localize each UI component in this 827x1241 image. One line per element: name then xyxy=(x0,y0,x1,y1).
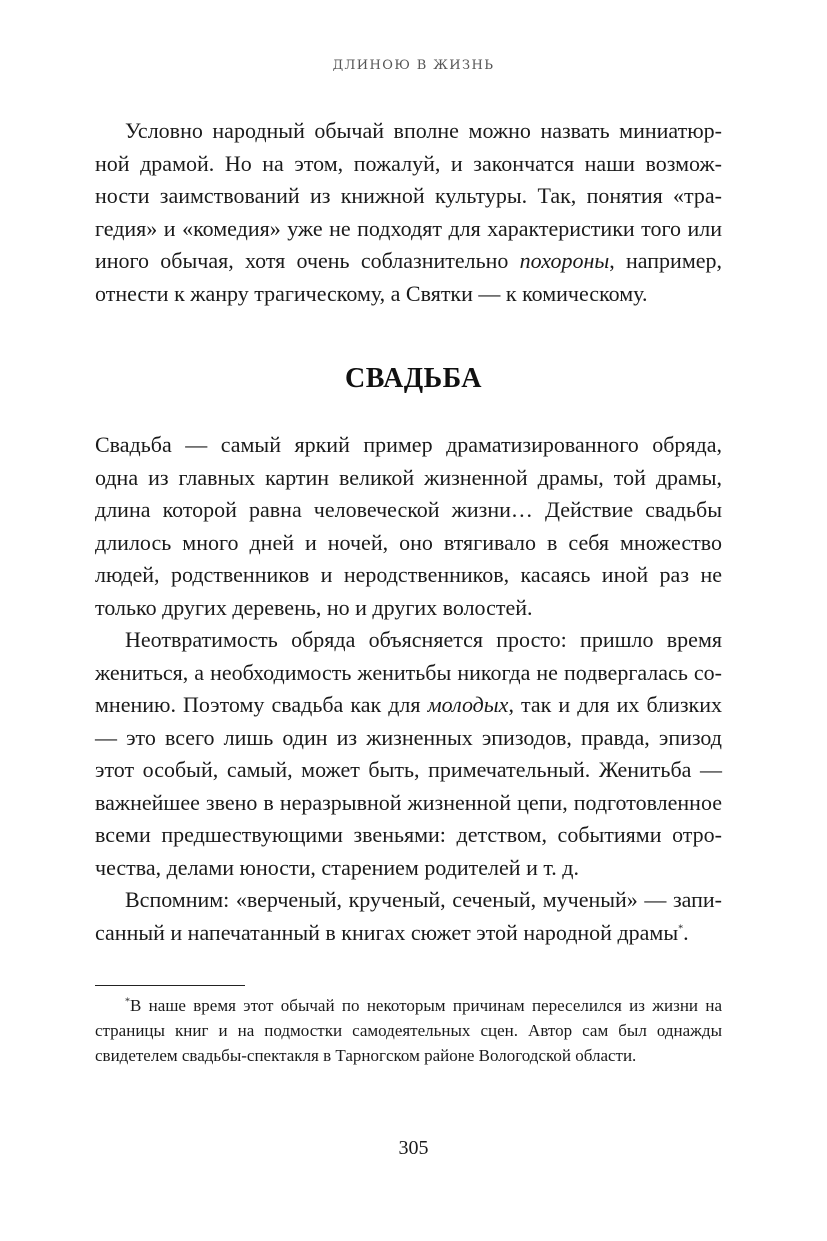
footnote-divider xyxy=(95,985,245,986)
paragraph-2-part-2: , так и для их близких — это всего лишь один из жизненных эпизодов, правда, эпизод этот особый, самый, может быть, примечательный. Женитьба — важнейшее звено в неразрывной жизненной цепи, подготовленное всеми предшествующими звеньями: детством, событиями отрочества, делами юности, старением родителей и т. д. xyxy=(95,692,722,880)
footnote-mark: * xyxy=(125,996,130,1008)
paragraph-1: Свадьба — самый яркий пример драматизированного обряда, одна из главных картин великой жизненной драмы, той драмы, длина которой равна человеческой жизни… Действие свадьбы длилось много дней и ночей, оно втягивало в себя множество людей, родственников и неродственников, касаясь иной раз не только других деревень, но и других волостей. xyxy=(95,432,722,620)
paragraph-3-period: . xyxy=(683,919,689,945)
intro-italic-word: похороны xyxy=(519,248,610,273)
intro-text xyxy=(95,115,722,310)
intro-paragraph xyxy=(95,115,722,310)
section-heading: СВАДЬБА xyxy=(345,363,482,394)
page-number: 305 xyxy=(398,1137,429,1159)
section-body xyxy=(95,429,722,949)
intro-text-part-1: Условно народный обычай вполне можно назвать миниатюрной драмой. Но на этом, пожалуй, и закончатся наши возможности заимствований из книжной культуры. Так, понятия «трагедия» и «комедия» уже не подходят для характеристики того или иного обычая, хотя очень соблазнительно xyxy=(95,118,722,273)
footnote xyxy=(95,993,722,1068)
paragraph-3-text: Вспомним: «верченый, крученый, сеченый, мученый» — записанный и напечатанный в книгах сюжет этой народной драмы xyxy=(95,887,722,945)
paragraph-3 xyxy=(95,884,722,949)
paragraph-2-part-1: Неотвратимость обряда объясняется просто: пришло время жениться, а необходимость женитьбы никогда не подвергалась сомнению. Поэтому свадьба как для xyxy=(95,627,722,717)
intro-text-part-2: , например, отнести к жанру трагическому, а Святки — к комическому. xyxy=(95,248,723,306)
footnote-text: В наше время этот обычай по некоторым причинам переселился из жизни на страницы книг и на подмостки самодеятельных сцен. Автор сам был однажды свидетелем свадьбы-спектакля в Тарногском районе Вологодской области. xyxy=(95,996,722,1065)
footnote-reference-mark[interactable]: * xyxy=(678,923,684,935)
paragraph-2-italic-word: молодых xyxy=(427,692,509,717)
paragraph-2 xyxy=(95,624,722,884)
running-head: ДЛИНОЮ В ЖИЗНЬ xyxy=(332,58,495,73)
